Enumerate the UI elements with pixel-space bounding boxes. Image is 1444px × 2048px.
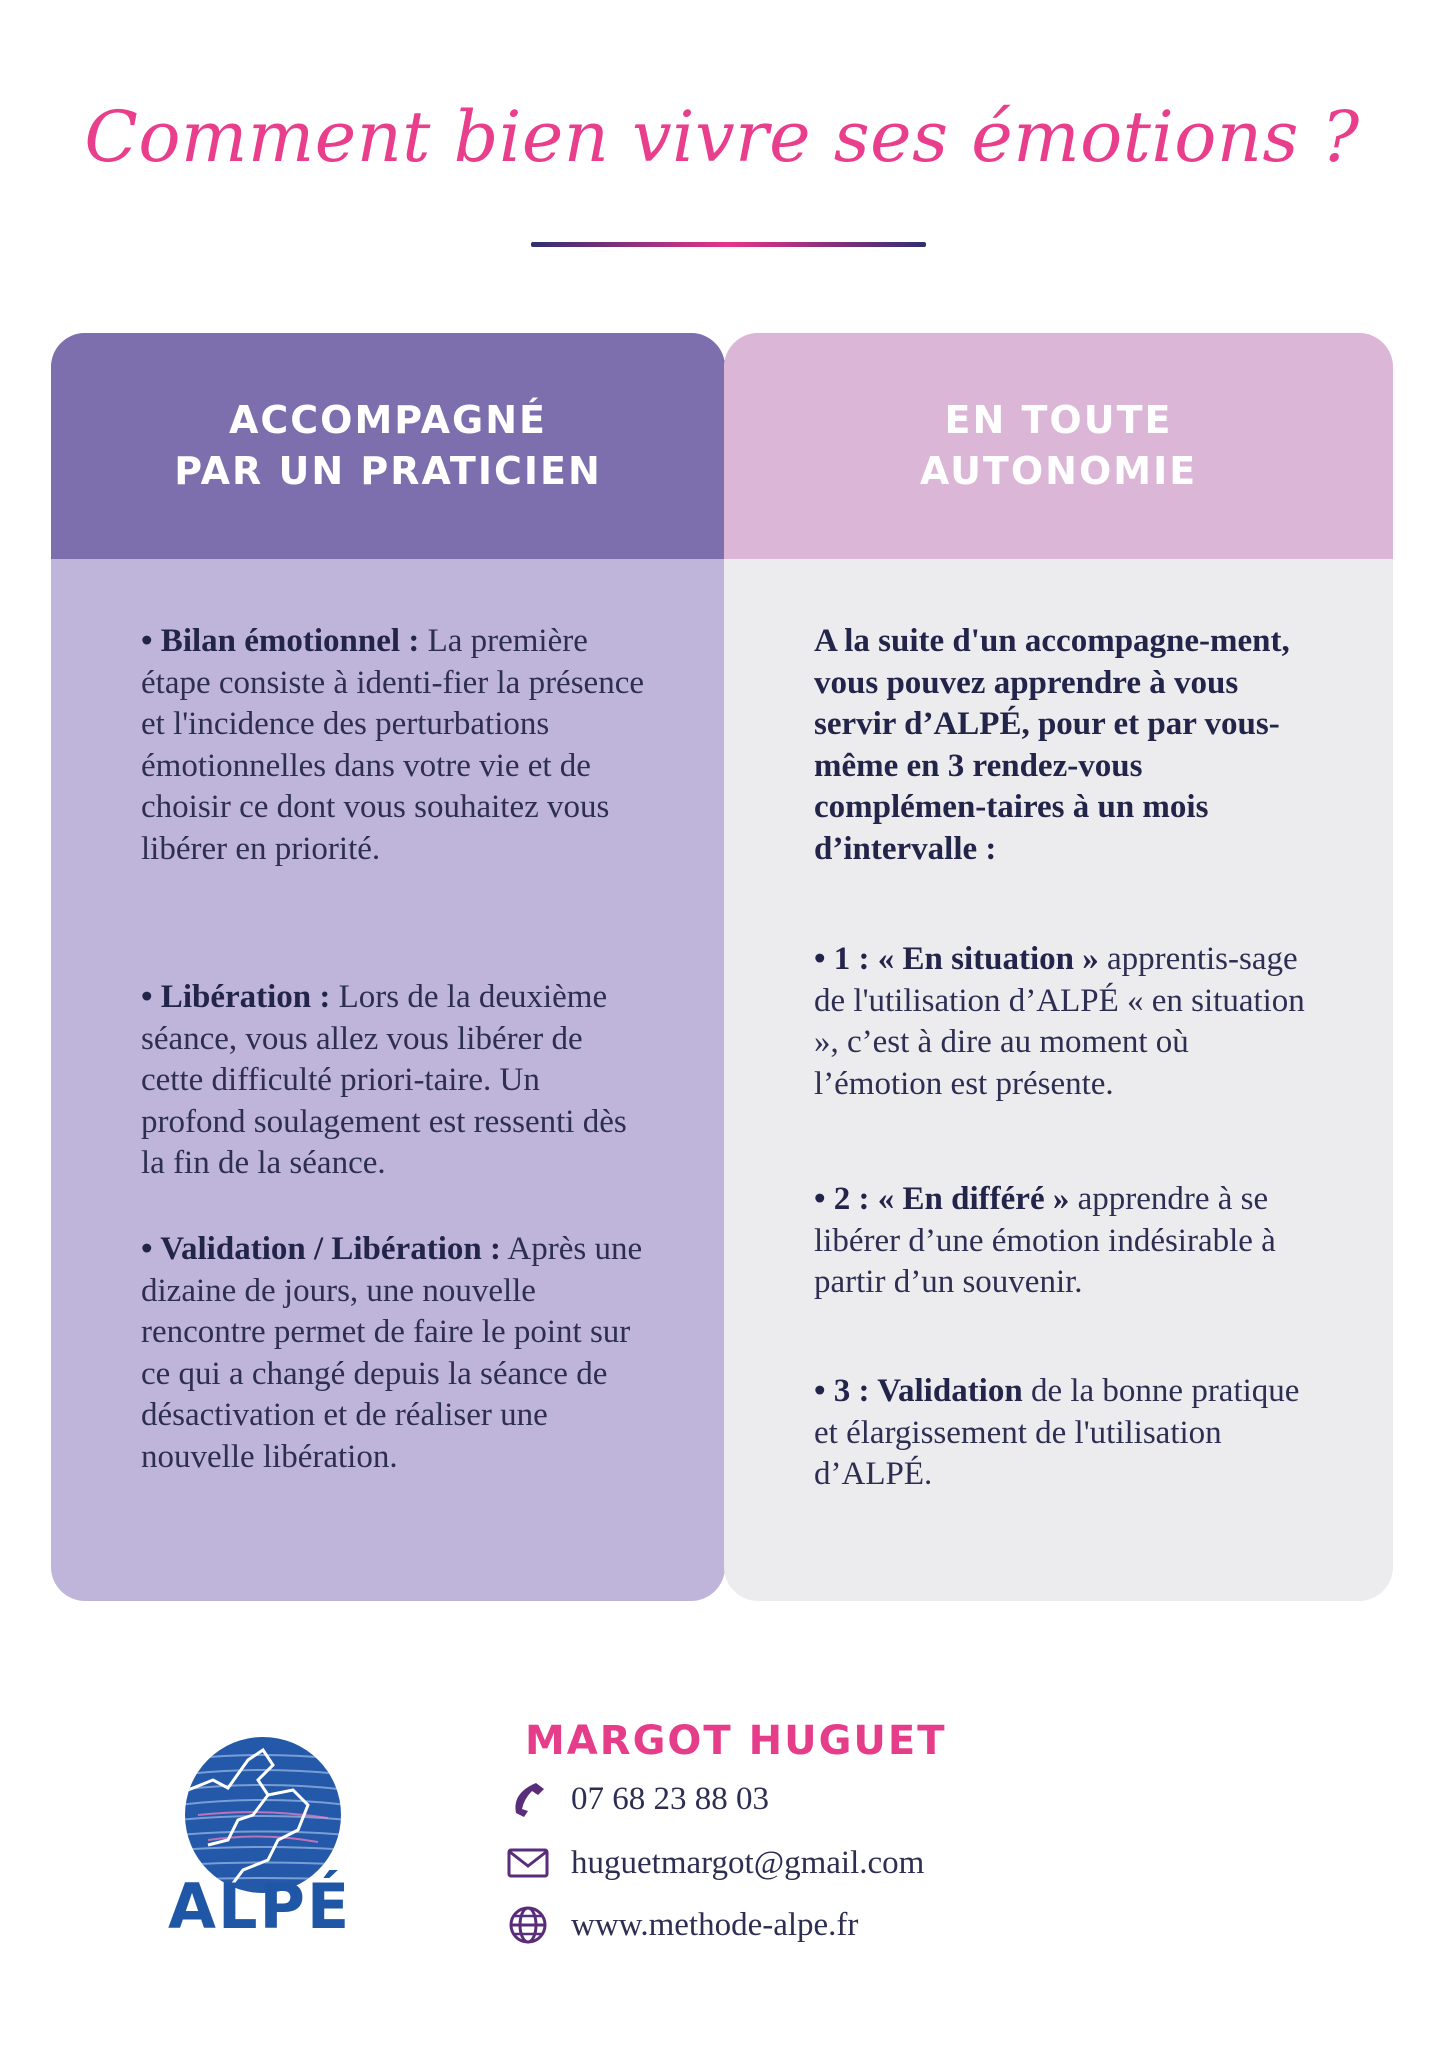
right-intro: A la suite d'un accompagne-ment, vous pouvez apprendre à vous servir d’ALPÉ, pour et par vous-même en 3 rendez-vous complémen-taires à un mois d’intervalle :	[814, 623, 1290, 867]
contact-name: MARGOT HUGUET	[525, 1718, 947, 1764]
email-address[interactable]: huguetmargot@gmail.com	[571, 1844, 925, 1881]
right-item-text: de la bonne pratique et élargissement de l'utilisation d’ALPÉ.	[814, 1373, 1300, 1492]
left-item-text: Lors de la deuxième séance, vous allez vous libérer de cette difficulté priori-taire. Un profond soulagement est ressenti dès la fin de la séance.	[141, 979, 627, 1181]
left-item-text: La première étape consiste à identi-fier la présence et l'incidence des perturbations émotionnelles dans votre vie et de choisir ce dont vous souhaitez vous libérer en priorité.	[141, 623, 644, 867]
card-right-heading: EN TOUTE AUTONOMIE	[724, 333, 1393, 559]
title-underline	[531, 242, 926, 247]
mail-icon	[505, 1840, 551, 1886]
phone-icon	[505, 1776, 551, 1822]
contact-email-row	[505, 1840, 924, 1886]
right-item-2	[814, 1179, 1314, 1304]
right-item-label: • 2 : « En différé »	[814, 1181, 1070, 1217]
right-item-text: apprendre à se libérer d’une émotion indésirable à partir d’un souvenir.	[814, 1181, 1276, 1300]
right-item-text: apprentis-sage de l'utilisation d’ALPÉ « en situation », c’est à dire au moment où l’émotion est présente.	[814, 941, 1305, 1102]
left-item-label: • Libération :	[141, 979, 331, 1015]
phone-number[interactable]: 07 68 23 88 03	[571, 1780, 769, 1817]
globe-icon	[505, 1902, 551, 1948]
card-with-practitioner	[51, 333, 725, 1601]
left-item-bilan	[141, 621, 651, 870]
logo-wordmark: ALPÉ	[168, 1870, 352, 1943]
left-item-label: • Validation / Libération :	[141, 1231, 501, 1267]
left-item-validation	[141, 1229, 651, 1478]
contact-website-row	[505, 1902, 858, 1948]
contact-phone-row	[505, 1776, 769, 1822]
left-item-label: • Bilan émotionnel :	[141, 623, 420, 659]
left-item-liberation	[141, 977, 651, 1185]
left-item-text: Après une dizaine de jours, une nouvelle rencontre permet de faire le point sur ce qui a changé depuis la séance de désactivation et de réaliser une nouvelle libération.	[141, 1231, 643, 1475]
right-item-label: • 1 : « En situation »	[814, 941, 1099, 977]
card-left-heading: ACCOMPAGNÉ PAR UN PRATICIEN	[51, 333, 725, 559]
right-item-1	[814, 939, 1314, 1105]
card-autonomy	[724, 333, 1393, 1601]
right-item-label: • 3 : Validation	[814, 1373, 1023, 1409]
website-link[interactable]: www.methode-alpe.fr	[571, 1906, 859, 1943]
right-item-3	[814, 1371, 1314, 1496]
page-title: Comment bien vivre ses émotions ?	[84, 96, 1360, 178]
